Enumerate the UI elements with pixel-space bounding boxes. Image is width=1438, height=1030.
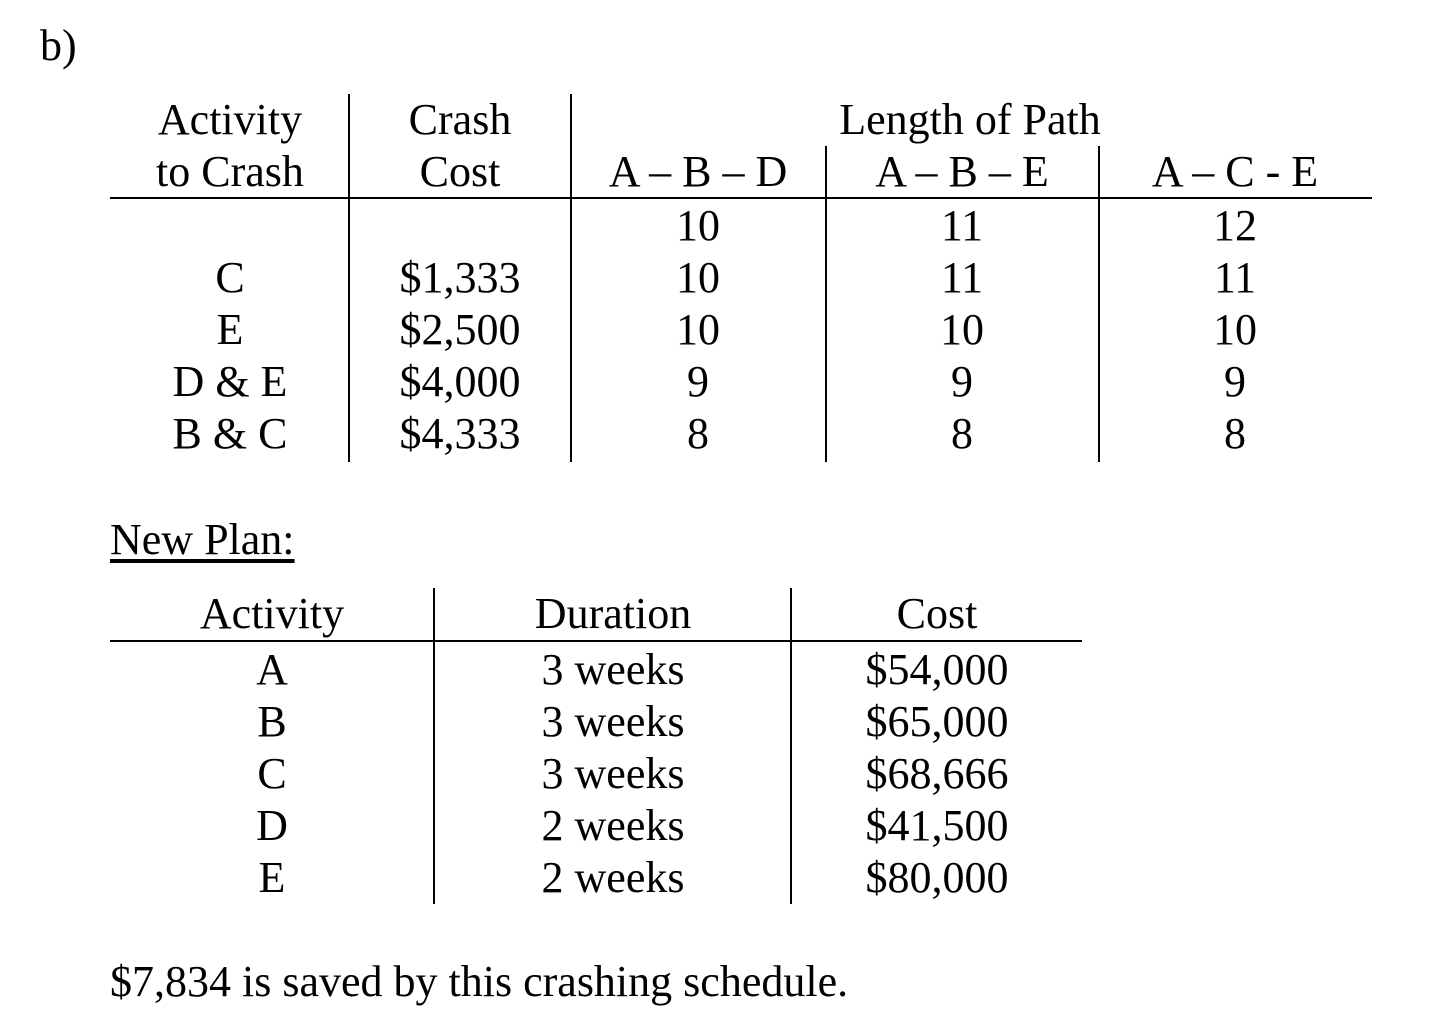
plan-row-0-cost: $54,000	[865, 645, 1009, 694]
crash-row-3-p1: 9	[687, 357, 709, 406]
new-plan-heading: New Plan:	[110, 515, 295, 564]
crash-header-activity-line2: to Crash	[156, 147, 304, 196]
crash-row-2-cost: $2,500	[399, 305, 521, 354]
crash-row-0-p2: 11	[940, 201, 984, 250]
crash-row-1-p2: 11	[940, 253, 984, 302]
plan-row-2-cost: $68,666	[865, 749, 1009, 798]
crash-row-1-activity: C	[215, 253, 245, 302]
crash-header-cost-line2: Cost	[419, 147, 501, 196]
crash-row-2-activity: E	[216, 305, 244, 354]
path-group-header: Length of Path	[839, 95, 1101, 144]
plan-row-1-cost: $65,000	[865, 697, 1009, 746]
crash-header-rule	[110, 197, 1372, 199]
plan-row-3-activity: D	[256, 801, 288, 850]
plan-row-4-activity: E	[258, 853, 286, 902]
plan-row-0-duration: 3 weeks	[541, 645, 685, 694]
plan-header-cost: Cost	[896, 589, 978, 638]
plan-row-3-cost: $41,500	[865, 801, 1009, 850]
plan-row-2-activity: C	[257, 749, 287, 798]
path-header-abd: A – B – D	[608, 147, 788, 196]
conclusion-text: $7,834 is saved by this crashing schedule.	[110, 957, 849, 1006]
part-label: b)	[40, 21, 77, 70]
crash-row-2-p1: 10	[676, 305, 720, 354]
plan-row-2-duration: 3 weeks	[541, 749, 685, 798]
plan-row-1-duration: 3 weeks	[541, 697, 685, 746]
crash-row-3-activity: D & E	[172, 357, 288, 406]
crash-row-4-p1: 8	[687, 409, 709, 458]
plan-row-3-duration: 2 weeks	[541, 801, 685, 850]
plan-header-activity: Activity	[199, 589, 345, 638]
crash-header-activity-line1: Activity	[157, 95, 303, 144]
crash-row-4-p2: 8	[951, 409, 973, 458]
plan-header-rule	[110, 640, 1082, 642]
crash-header-cost-line1: Crash	[408, 95, 512, 144]
plan-row-4-cost: $80,000	[865, 853, 1009, 902]
crash-row-2-p3: 10	[1213, 305, 1257, 354]
plan-header-duration: Duration	[534, 589, 692, 638]
crash-row-4-p3: 8	[1224, 409, 1246, 458]
crash-row-0-p3: 12	[1213, 201, 1257, 250]
crash-row-1-p1: 10	[676, 253, 720, 302]
crash-row-3-p2: 9	[951, 357, 973, 406]
path-header-abe: A – B – E	[875, 147, 1049, 196]
path-header-ace: A – C - E	[1151, 147, 1319, 196]
crash-row-1-cost: $1,333	[399, 253, 521, 302]
crash-row-1-p3: 11	[1213, 253, 1257, 302]
plan-row-4-duration: 2 weeks	[541, 853, 685, 902]
plan-row-0-activity: A	[256, 645, 288, 694]
crash-row-4-cost: $4,333	[399, 409, 521, 458]
crash-row-4-activity: B & C	[172, 409, 288, 458]
crash-row-3-p3: 9	[1224, 357, 1246, 406]
crash-row-2-p2: 10	[940, 305, 984, 354]
plan-row-1-activity: B	[257, 697, 287, 746]
crash-row-3-cost: $4,000	[399, 357, 521, 406]
crash-row-0-p1: 10	[676, 201, 720, 250]
